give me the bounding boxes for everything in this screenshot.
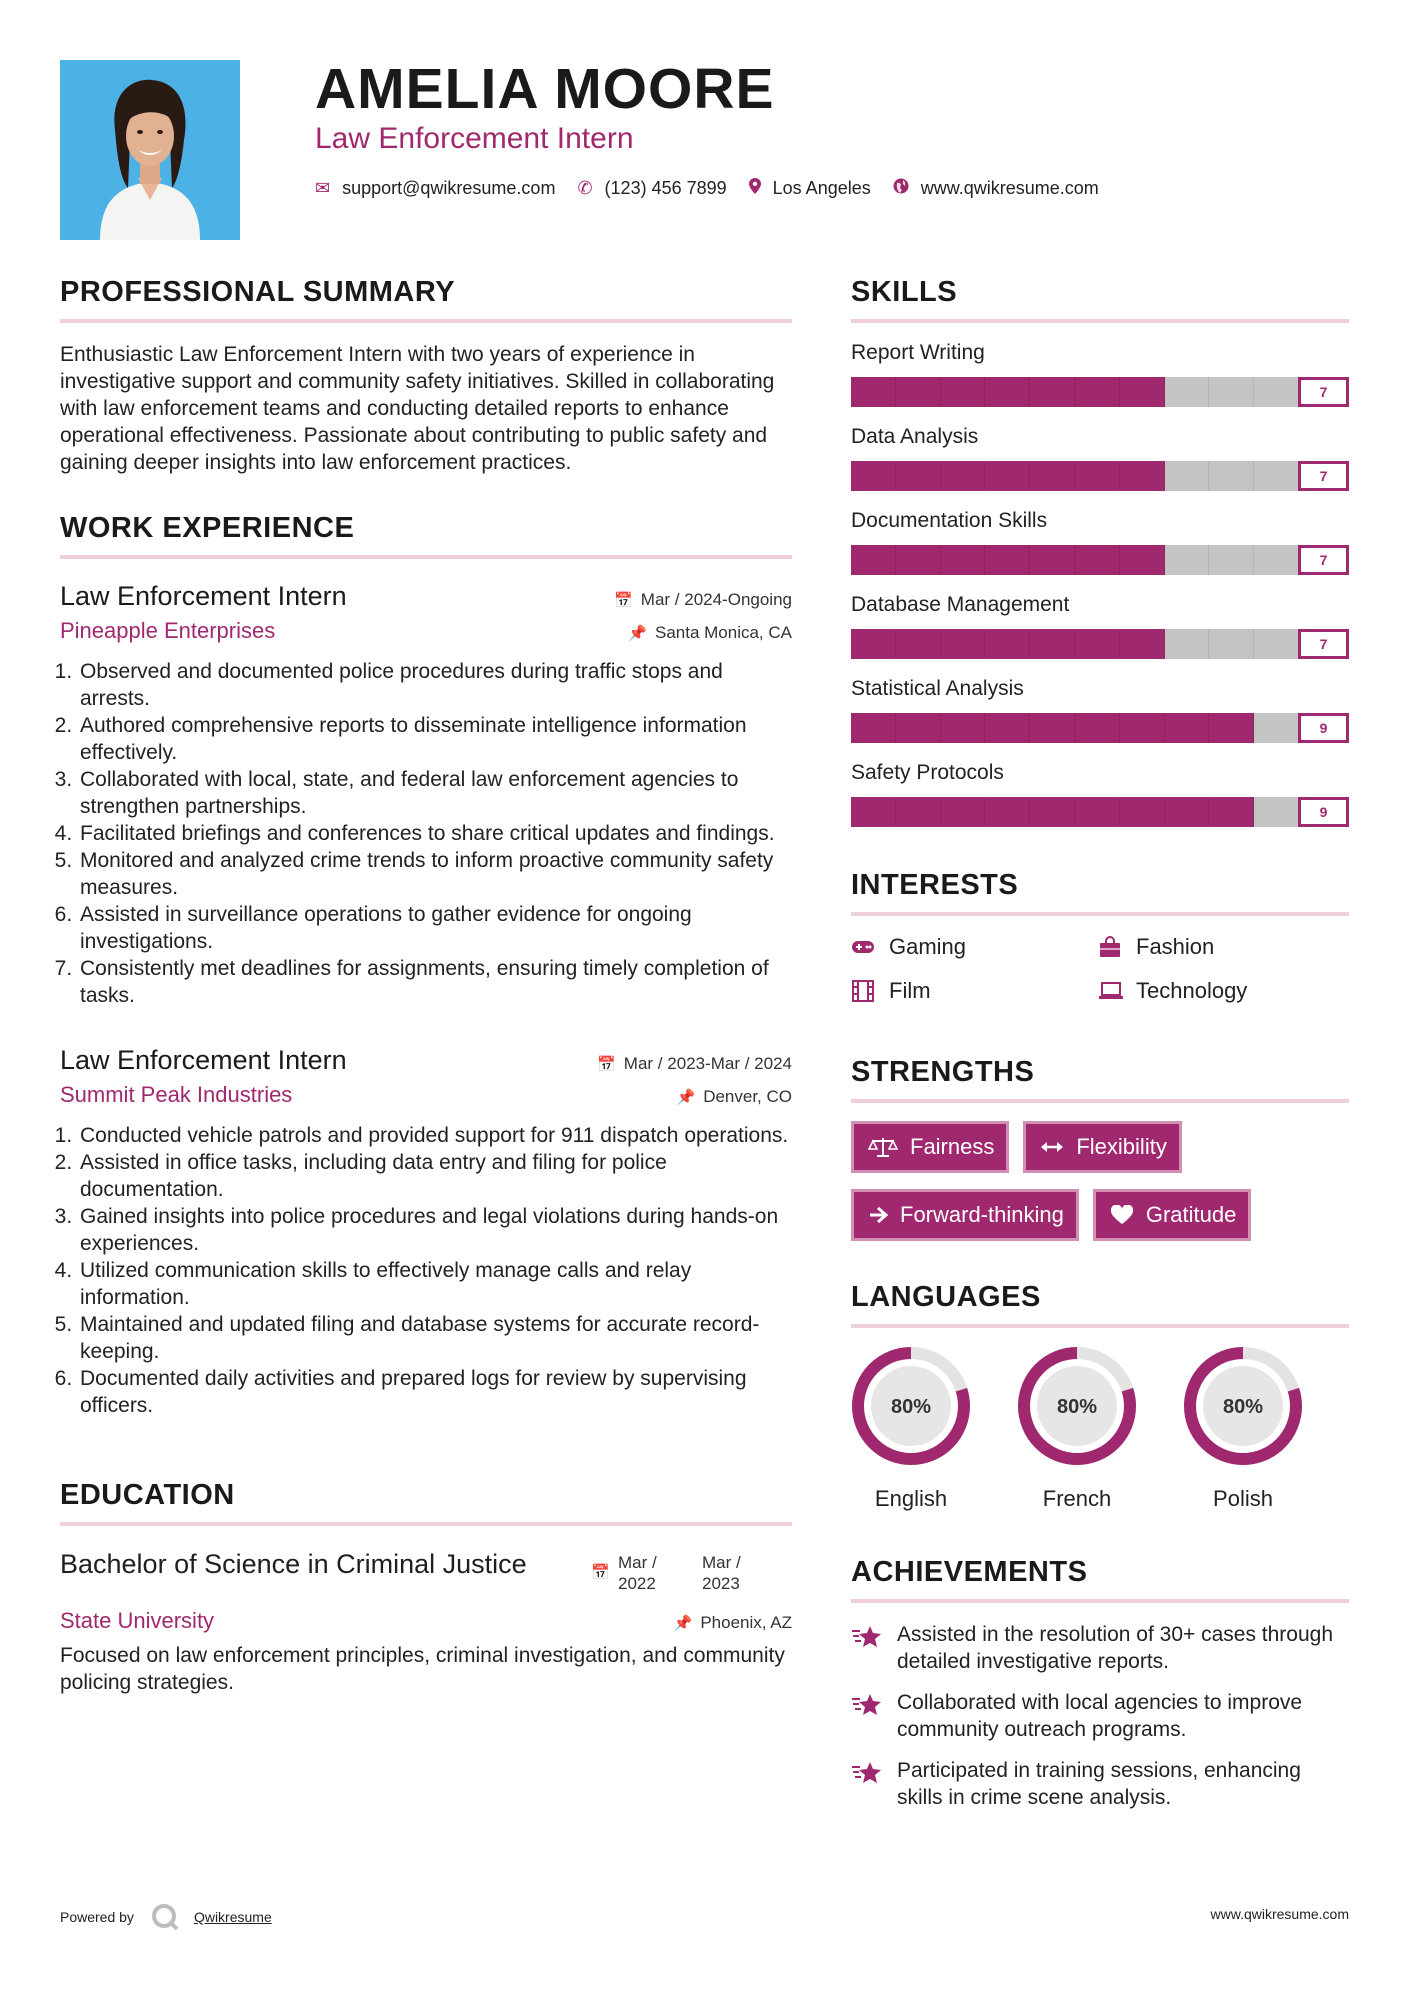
skill-item — [851, 677, 1349, 743]
strength-label: Gratitude — [1145, 1202, 1237, 1227]
skill-segment-filled — [1120, 797, 1165, 827]
skill-segment-filled — [1030, 629, 1075, 659]
languages-section — [851, 1281, 1349, 1512]
experience-heading: WORK EXPERIENCE — [60, 512, 792, 559]
skill-segment-filled — [1030, 377, 1075, 407]
skill-name: Report Writing — [851, 341, 985, 364]
skill-segment-filled — [941, 545, 986, 575]
skill-name: Safety Protocols — [851, 761, 1004, 784]
skill-segment-empty — [1165, 629, 1210, 659]
skill-item — [851, 509, 1349, 575]
skill-segment-empty — [1209, 545, 1254, 575]
interests-section — [851, 869, 1349, 1004]
skill-name: Documentation Skills — [851, 509, 1048, 532]
skill-meter — [851, 797, 1298, 827]
skill-meter — [851, 629, 1298, 659]
skill-segment-empty — [1254, 545, 1298, 575]
language-ring — [851, 1346, 971, 1466]
skill-segment-filled — [985, 713, 1030, 743]
strengths-section — [851, 1056, 1349, 1241]
footer-powered-by — [60, 1902, 272, 1932]
heart-icon — [1110, 1205, 1134, 1225]
skill-segment-filled — [1075, 713, 1120, 743]
edu-dates — [591, 1552, 754, 1594]
profile-photo — [60, 60, 240, 240]
list-item: 5. Maintained and updated filing and database systems for accurate record-keeping. — [78, 1311, 792, 1365]
skill-segment-filled — [896, 797, 941, 827]
edu-location — [674, 1613, 792, 1633]
skill-level: 7 — [1298, 461, 1349, 491]
language-percent: 80% — [1056, 1396, 1098, 1418]
skill-meter — [851, 545, 1298, 575]
strength-chip — [1023, 1121, 1181, 1173]
languages-heading: LANGUAGES — [851, 1281, 1349, 1328]
interest-item — [1098, 978, 1345, 1004]
skill-segment-filled — [1120, 461, 1165, 491]
skills-heading: SKILLS — [851, 276, 1349, 323]
shooting-star-icon — [851, 1759, 883, 1790]
skill-name: Data Analysis — [851, 425, 979, 448]
summary-heading: PROFESSIONAL SUMMARY — [60, 276, 792, 323]
skill-segment-filled — [851, 629, 896, 659]
strength-label: Fairness — [910, 1134, 995, 1159]
candidate-title: Law Enforcement Intern — [315, 122, 634, 155]
contact-phone: (123) 456 7899 — [604, 178, 727, 198]
gamepad-icon — [851, 939, 877, 955]
education-heading: EDUCATION — [60, 1479, 792, 1526]
achievement-item — [851, 1689, 1349, 1743]
skill-segment-filled — [1120, 545, 1165, 575]
list-item: 6. Assisted in surveillance operations to gather evidence for ongoing investigations. — [78, 901, 792, 955]
skill-segment-filled — [851, 713, 896, 743]
globe-icon — [893, 178, 909, 199]
skill-segment-filled — [1120, 629, 1165, 659]
language-name: French — [1042, 1486, 1112, 1511]
strength-label: Forward-thinking — [900, 1202, 1064, 1227]
skill-segment-filled — [1165, 713, 1210, 743]
list-item: 7. Consistently met deadlines for assignments, ensuring timely completion of tasks. — [78, 955, 792, 1009]
list-item: 1. Observed and documented police procedures during traffic stops and arrests. — [78, 658, 792, 712]
right-column — [851, 276, 1349, 1825]
email-icon: ✉ — [315, 178, 331, 198]
job-location-text: Denver, CO — [703, 1087, 792, 1106]
skill-meter — [851, 377, 1298, 407]
skill-segment-filled — [896, 377, 941, 407]
skill-segment-filled — [851, 797, 896, 827]
language-name: Polish — [1213, 1486, 1273, 1511]
job-title: Law Enforcement Intern — [60, 581, 347, 611]
strength-label: Flexibility — [1076, 1134, 1167, 1159]
job-company: Summit Peak Industries — [60, 1082, 293, 1107]
experience-section — [60, 512, 792, 1419]
list-item: 1. Conducted vehicle patrols and provided support for 911 dispatch operations. — [78, 1122, 792, 1149]
interest-item — [851, 978, 1098, 1004]
edu-start: Mar / 2022 — [618, 1553, 657, 1593]
job-dates — [597, 1054, 792, 1074]
skill-segment-filled — [1075, 797, 1120, 827]
skill-segment-empty — [1254, 461, 1298, 491]
skill-segment-empty — [1209, 377, 1254, 407]
skill-meter — [851, 713, 1298, 743]
left-column — [60, 276, 792, 1696]
language-name: English — [874, 1486, 948, 1511]
skill-segment-filled — [985, 377, 1030, 407]
achievement-text: Collaborated with local agencies to improve community outreach programs. — [897, 1691, 1303, 1741]
list-item: 3. Collaborated with local, state, and federal law enforcement agencies to strengthen partnerships. — [78, 766, 792, 820]
skills-section — [851, 276, 1349, 827]
list-item: 2. Assisted in office tasks, including data entry and filing for police documentation. — [78, 1149, 792, 1203]
skill-segment-filled — [1209, 713, 1254, 743]
job-entry — [60, 1045, 792, 1419]
shopping-bag-icon — [1098, 936, 1124, 958]
phone-icon: ✆ — [577, 178, 593, 198]
candidate-name: AMELIA MOORE — [315, 57, 775, 121]
job-dates — [614, 590, 792, 610]
skill-segment-filled — [1120, 377, 1165, 407]
list-item: 4. Utilized communication skills to effectively manage calls and relay information. — [78, 1257, 792, 1311]
skills-list — [851, 341, 1349, 827]
skill-segment-filled — [851, 461, 896, 491]
film-icon — [851, 980, 877, 1002]
strength-chip — [851, 1121, 1009, 1173]
edu-location-text: Phoenix, AZ — [700, 1613, 792, 1632]
achievement-text: Assisted in the resolution of 30+ cases through detailed investigative reports. — [897, 1623, 1334, 1673]
achievements-section — [851, 1556, 1349, 1811]
skill-segment-filled — [941, 461, 986, 491]
achievement-item — [851, 1757, 1349, 1811]
skill-segment-filled — [1165, 797, 1210, 827]
skill-segment-filled — [985, 545, 1030, 575]
skill-name: Statistical Analysis — [851, 677, 1024, 700]
edu-school: State University — [60, 1608, 215, 1633]
skill-item — [851, 341, 1349, 407]
contact-location: Los Angeles — [772, 178, 871, 198]
skill-segment-filled — [1075, 377, 1120, 407]
interest-label: Fashion — [1136, 934, 1215, 959]
skill-segment-filled — [941, 797, 986, 827]
achievement-text: Participated in training sessions, enhancing skills in crime scene analysis. — [897, 1759, 1301, 1809]
skill-segment-empty — [1254, 629, 1298, 659]
skill-segment-filled — [941, 629, 986, 659]
skill-segment-filled — [985, 797, 1030, 827]
edu-end: Mar / 2023 — [702, 1553, 741, 1593]
list-item: 5. Monitored and analyzed crime trends to inform proactive community safety measures. — [78, 847, 792, 901]
arrows-horizontal-icon — [1040, 1140, 1064, 1154]
interest-label: Film — [889, 978, 931, 1003]
contact-email[interactable]: support@qwikresume.com — [342, 178, 556, 198]
skill-item — [851, 593, 1349, 659]
skill-segment-filled — [1075, 461, 1120, 491]
footer-website[interactable]: www.qwikresume.com — [1210, 1906, 1349, 1922]
language-item — [1017, 1346, 1137, 1512]
map-pin-icon — [749, 178, 761, 199]
skill-segment-filled — [896, 629, 941, 659]
skill-segment-empty — [1254, 377, 1298, 407]
job-location-text: Santa Monica, CA — [654, 623, 792, 642]
skill-segment-empty — [1165, 545, 1210, 575]
job-bullets — [60, 658, 792, 1009]
contact-website[interactable]: www.qwikresume.com — [920, 178, 1099, 198]
skill-segment-empty — [1165, 461, 1210, 491]
skill-segment-filled — [896, 545, 941, 575]
education-section — [60, 1479, 792, 1696]
arrow-right-icon — [868, 1206, 888, 1224]
contact-bar — [315, 178, 1121, 199]
skill-segment-filled — [851, 377, 896, 407]
skill-segment-filled — [941, 713, 986, 743]
skill-level: 7 — [1298, 377, 1349, 407]
achievement-item — [851, 1621, 1349, 1675]
strength-chip — [1093, 1189, 1252, 1241]
skill-item — [851, 425, 1349, 491]
qwikresume-link[interactable]: Qwikresume — [193, 1909, 272, 1925]
summary-text: Enthusiastic Law Enforcement Intern with two years of experience in investigative support and community safety initiatives. Skilled in collaborating with law enforcement teams and conducting detailed reports to enhance operational effectiveness. Passionate about contributing to public safety and gaining deeper insights into law enforcement practices. — [60, 343, 775, 474]
calendar-icon: 📅 — [597, 1056, 616, 1073]
skill-segment-filled — [1030, 797, 1075, 827]
list-item: 6. Documented daily activities and prepared logs for review by supervising officers. — [78, 1365, 792, 1419]
skill-segment-filled — [896, 461, 941, 491]
skill-name: Database Management — [851, 593, 1070, 616]
pushpin-icon: 📌 — [676, 1089, 696, 1106]
list-item: 4. Facilitated briefings and conferences to share critical updates and findings. — [78, 820, 792, 847]
qwikresume-logo-icon — [150, 1902, 180, 1932]
job-dates-text: Mar / 2023-Mar / 2024 — [623, 1054, 792, 1073]
job-dates-text: Mar / 2024-Ongoing — [640, 590, 792, 609]
skill-level: 7 — [1298, 629, 1349, 659]
calendar-icon: 📅 — [591, 1564, 610, 1581]
language-percent: 80% — [890, 1396, 932, 1418]
list-item: 2. Authored comprehensive reports to disseminate intelligence information effectively. — [78, 712, 792, 766]
language-ring — [1183, 1346, 1303, 1466]
skill-segment-filled — [1030, 713, 1075, 743]
pushpin-icon: 📌 — [628, 625, 647, 642]
scale-icon — [868, 1136, 898, 1158]
language-ring — [1017, 1346, 1137, 1466]
summary-section — [60, 276, 792, 476]
language-percent: 80% — [1222, 1396, 1264, 1418]
skill-meter — [851, 461, 1298, 491]
skill-segment-empty — [1209, 629, 1254, 659]
skill-segment-empty — [1254, 797, 1298, 827]
job-location — [677, 1087, 793, 1107]
skill-level: 9 — [1298, 797, 1349, 827]
laptop-icon — [1098, 982, 1124, 1000]
job-company: Pineapple Enterprises — [60, 618, 276, 643]
shooting-star-icon — [851, 1691, 883, 1722]
skill-segment-filled — [1120, 713, 1165, 743]
skill-segment-filled — [1075, 629, 1120, 659]
job-bullets — [60, 1122, 792, 1419]
achievements-heading: ACHIEVEMENTS — [851, 1556, 1349, 1603]
strengths-heading: STRENGTHS — [851, 1056, 1349, 1103]
skill-segment-empty — [1254, 713, 1298, 743]
strength-chip — [851, 1189, 1079, 1241]
language-item — [1183, 1346, 1303, 1512]
language-item — [851, 1346, 971, 1512]
skill-segment-filled — [1030, 545, 1075, 575]
skill-segment-filled — [896, 713, 941, 743]
interest-label: Technology — [1136, 978, 1248, 1003]
calendar-icon: 📅 — [614, 592, 633, 609]
edu-degree: Bachelor of Science in Criminal Justice — [60, 1549, 527, 1579]
skill-segment-filled — [985, 461, 1030, 491]
powered-by-text: Powered by — [60, 1909, 134, 1925]
skill-segment-filled — [941, 377, 986, 407]
list-item: 3. Gained insights into police procedures and legal violations during hands-on experiences. — [78, 1203, 792, 1257]
skill-segment-empty — [1209, 461, 1254, 491]
job-title: Law Enforcement Intern — [60, 1045, 347, 1075]
pushpin-icon: 📌 — [673, 1615, 693, 1632]
edu-description: Focused on law enforcement principles, criminal investigation, and community policing strategies. — [60, 1644, 785, 1694]
portrait-illustration — [60, 60, 240, 240]
skill-segment-filled — [985, 629, 1030, 659]
skill-level: 9 — [1298, 713, 1349, 743]
skill-segment-filled — [1075, 545, 1120, 575]
skill-segment-filled — [1209, 797, 1254, 827]
job-location — [628, 623, 792, 643]
interest-item — [851, 934, 1098, 960]
interests-heading: INTERESTS — [851, 869, 1349, 916]
skill-segment-filled — [851, 545, 896, 575]
skill-item — [851, 761, 1349, 827]
shooting-star-icon — [851, 1623, 883, 1654]
interest-label: Gaming — [889, 934, 967, 959]
skill-level: 7 — [1298, 545, 1349, 575]
job-entry — [60, 581, 792, 1009]
interest-item — [1098, 934, 1345, 960]
skill-segment-filled — [1030, 461, 1075, 491]
skill-segment-empty — [1165, 377, 1210, 407]
